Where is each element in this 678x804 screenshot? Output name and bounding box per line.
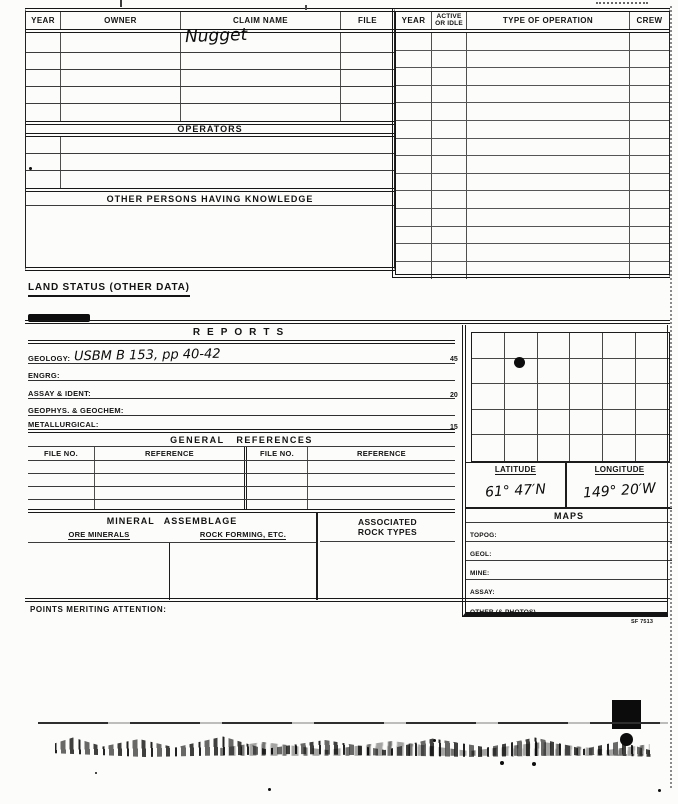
col-header-reference-1: REFERENCE: [95, 447, 247, 460]
activity-row: [396, 156, 669, 174]
col-header-claim-name: CLAIM NAME: [181, 12, 341, 29]
grid-cell: [472, 359, 505, 385]
active-idle-cell: [432, 51, 467, 68]
year-cell: [26, 104, 61, 121]
table-row: [26, 53, 394, 70]
grid-cell: [538, 333, 571, 359]
reference-cell: [95, 474, 247, 486]
reference-cell: [308, 461, 455, 473]
activity-row: [396, 174, 669, 192]
other-persons-section-header: [26, 188, 394, 206]
general-references-column-headers: [28, 447, 455, 461]
general-references-section: [28, 433, 455, 513]
operation-cell: [467, 86, 630, 103]
margin-number-45: 45: [450, 356, 458, 363]
reference-row: [28, 500, 455, 513]
grid-cell: [538, 410, 571, 436]
year-cell: [396, 68, 432, 85]
scan-speck: [500, 761, 504, 765]
reports-header: [28, 325, 455, 344]
active-idle-cell: [432, 191, 467, 208]
activity-row: [396, 244, 669, 262]
form-number: SF 7513: [631, 619, 654, 625]
reference-cell: [95, 500, 247, 509]
year-cell: [26, 33, 61, 52]
operation-cell: [467, 209, 630, 226]
active-line2: OR IDLE: [435, 19, 463, 27]
file-no-cell: [247, 461, 308, 473]
claim-name-cell: [181, 70, 341, 86]
active-idle-cell: [432, 244, 467, 261]
col-header-file-no-2: FILE NO.: [247, 447, 308, 460]
activity-row: [396, 191, 669, 209]
scan-tick-artifact: [305, 5, 307, 10]
crew-cell: [630, 86, 669, 103]
operator-row: [26, 171, 394, 188]
activity-row: [396, 262, 669, 280]
col-header-year: YEAR: [26, 12, 61, 29]
operation-cell: [467, 103, 630, 120]
rock-forming-cell: [170, 543, 316, 600]
reports-title: REPORTS: [192, 327, 291, 338]
reference-cell: [95, 487, 247, 499]
margin-number-15: 15: [450, 424, 458, 431]
associated-line1: ASSOCIATED: [357, 516, 418, 527]
operation-cell: [467, 121, 630, 138]
lower-form-top-rule: [25, 320, 670, 324]
crew-cell: [630, 51, 669, 68]
owner-cell: [61, 53, 181, 69]
mineral-assemblage-body: [28, 542, 316, 600]
general-references-title: GENERAL REFERENCES: [170, 434, 313, 445]
file-cell: [341, 53, 394, 69]
mineral-assemblage-subheaders: [28, 528, 316, 542]
associated-line2: ROCK TYPES: [357, 527, 418, 537]
active-idle-cell: [432, 227, 467, 244]
crew-cell: [630, 209, 669, 226]
grid-cell: [570, 333, 603, 359]
file-no-cell: [247, 474, 308, 486]
handwritten-latitude: 61° 47′N: [484, 481, 547, 501]
operator-row: [26, 137, 394, 154]
lat-lon-row: [466, 462, 672, 507]
activity-row: [396, 103, 669, 121]
activity-row: [396, 86, 669, 104]
active-idle-cell: [432, 33, 467, 50]
grid-cell: [636, 435, 669, 461]
crew-cell: [630, 139, 669, 156]
table-row: [26, 104, 394, 121]
active-idle-cell: [432, 121, 467, 138]
scan-speck: [433, 739, 436, 742]
file-no-cell: [28, 500, 95, 509]
year-cell: [396, 191, 432, 208]
grid-cell: [472, 435, 505, 461]
right-edge-scan-artifact: [670, 6, 672, 788]
grid-cell: [472, 333, 505, 359]
crew-cell: [630, 156, 669, 173]
mineral-assemblage-section: [28, 513, 455, 600]
year-cell: [396, 227, 432, 244]
operation-cell: [467, 244, 630, 261]
ownership-table: [25, 8, 395, 271]
owner-cell: [61, 87, 181, 103]
points-meriting-attention-label: POINTS MERITING ATTENTION:: [30, 605, 167, 614]
year-cell: [396, 262, 432, 280]
col-header-year: YEAR: [396, 12, 432, 29]
geol-label: GEOL:: [470, 551, 492, 558]
file-cell: [341, 70, 394, 86]
mine-label: MINE:: [470, 570, 490, 577]
engrg-label: ENGRG:: [28, 371, 60, 380]
other-persons-title: OTHER PERSONS HAVING KNOWLEDGE: [106, 193, 314, 204]
mineral-assemblage-box: [28, 513, 318, 600]
reference-row: [28, 461, 455, 474]
longitude-label: LONGITUDE: [594, 465, 645, 474]
report-row-engrg: [28, 364, 455, 381]
grid-cell: [505, 410, 538, 436]
grid-cell: [570, 359, 603, 385]
report-row-geology: [28, 344, 455, 364]
grid-cell: [472, 384, 505, 410]
active-idle-cell: [432, 103, 467, 120]
col-header-owner: OWNER: [61, 12, 181, 29]
grid-cell: [538, 359, 571, 385]
col-header-file: FILE: [358, 16, 377, 25]
maps-row-other: [466, 599, 672, 617]
grid-cell: [570, 384, 603, 410]
ore-minerals-cell: [28, 543, 170, 600]
activity-row: [396, 121, 669, 139]
crew-cell: [630, 68, 669, 85]
grid-cell: [472, 410, 505, 436]
crew-cell: [630, 227, 669, 244]
grid-cell: [603, 410, 636, 436]
report-row-assay: [28, 381, 455, 399]
handwritten-longitude: 149° 20′W: [582, 480, 657, 502]
margin-number-20: 20: [450, 392, 458, 399]
operation-cell: [467, 156, 630, 173]
operator-row: [26, 154, 394, 171]
crew-cell: [630, 121, 669, 138]
location-plot-grid: [471, 332, 670, 462]
grid-cell: [603, 333, 636, 359]
col-header-active-or-idle: [432, 12, 467, 29]
year-cell: [396, 121, 432, 138]
operation-cell: [467, 68, 630, 85]
activity-row: [396, 51, 669, 69]
grid-cell: [505, 384, 538, 410]
handwritten-claim-name: Nugget: [184, 24, 248, 48]
grid-cell: [636, 410, 669, 436]
year-cell: [396, 174, 432, 191]
grid-cell: [603, 435, 636, 461]
operation-cell: [467, 51, 630, 68]
year-cell: [396, 139, 432, 156]
year-cell: [26, 137, 61, 153]
active-idle-cell: [432, 262, 467, 280]
reference-cell: [308, 474, 455, 486]
year-cell: [396, 244, 432, 261]
year-cell: [26, 87, 61, 103]
scan-tick-artifact: [120, 0, 122, 7]
file-no-cell: [28, 461, 95, 473]
maps-row-topog: [466, 523, 672, 542]
activity-row: [396, 139, 669, 157]
reference-row: [28, 487, 455, 500]
year-cell: [396, 209, 432, 226]
top-edge-scan-speck: [596, 2, 648, 4]
crew-cell: [630, 191, 669, 208]
activity-row: [396, 227, 669, 245]
crew-cell: [630, 262, 669, 280]
activity-row: [396, 33, 669, 51]
file-cell: [341, 104, 394, 121]
maps-row-assay: [466, 580, 672, 599]
claim-name-cell: [181, 87, 341, 103]
report-row-geophys: [28, 399, 455, 416]
metallurgical-label: METALLURGICAL:: [28, 420, 99, 429]
col-header-reference-2: REFERENCE: [357, 449, 406, 458]
operation-cell: [467, 227, 630, 244]
location-plot-dot: [514, 357, 525, 368]
table-row: [26, 87, 394, 104]
scan-blot: [620, 733, 633, 746]
claim-name-cell: [181, 53, 341, 69]
table-row: [26, 70, 394, 87]
year-cell: [26, 53, 61, 69]
owner-cell: [61, 33, 181, 52]
grid-cell: [636, 384, 669, 410]
owner-cell: [61, 70, 181, 86]
reports-section: [28, 325, 455, 433]
location-maps-panel: [462, 325, 668, 617]
active-idle-cell: [432, 156, 467, 173]
claim-name-cell: [181, 104, 341, 121]
year-cell: [26, 70, 61, 86]
operation-cell: [467, 174, 630, 191]
latitude-label: LATITUDE: [494, 465, 537, 474]
other-persons-blank-area: [26, 206, 394, 260]
operation-cell: [467, 139, 630, 156]
maps-rows: [466, 523, 672, 617]
report-row-metallurgical: [28, 416, 455, 433]
maps-title: MAPS: [553, 510, 584, 521]
crew-cell: [630, 33, 669, 50]
grid-cell: [636, 333, 669, 359]
grid-cell: [538, 435, 571, 461]
grid-cell: [570, 435, 603, 461]
operators-title: OPERATORS: [177, 124, 243, 134]
associated-rock-types-box: [320, 513, 455, 600]
scan-speck: [658, 789, 661, 792]
year-cell: [396, 51, 432, 68]
col-header-type-of-operation: TYPE OF OPERATION: [467, 12, 630, 29]
rock-forming-label: ROCK FORMING, ETC.: [199, 530, 287, 539]
bottom-thin-rule-artifact: [38, 722, 668, 724]
land-status-section: [28, 277, 190, 295]
handwritten-geology-reference: USBM B 153, pp 40-42: [74, 346, 221, 365]
crew-cell: [630, 174, 669, 191]
scan-speck: [268, 788, 271, 791]
active-idle-cell: [432, 174, 467, 191]
maps-header: [466, 507, 672, 523]
scan-speck: [532, 762, 536, 766]
operators-section-header: [26, 121, 394, 137]
crew-cell: [630, 103, 669, 120]
reference-cell: [95, 461, 247, 473]
file-no-cell: [247, 500, 308, 509]
grid-cell: [603, 359, 636, 385]
activity-row: [396, 209, 669, 227]
scan-speck: [95, 772, 97, 774]
grid-cell: [505, 435, 538, 461]
ore-minerals-header: [28, 528, 170, 542]
year-cell: [396, 86, 432, 103]
reference-row: [28, 474, 455, 487]
file-no-cell: [28, 474, 95, 486]
activity-header-row: [396, 12, 669, 33]
grid-cell: [570, 410, 603, 436]
col-header-crew: CREW: [636, 16, 663, 25]
reference-cell: [308, 500, 455, 509]
active-line1: ACTIVE: [436, 13, 462, 20]
mineral-assemblage-title: MINERAL ASSEMBLAGE: [106, 515, 238, 526]
year-cell: [396, 33, 432, 50]
land-status-label: LAND STATUS (OTHER DATA): [28, 282, 190, 297]
ore-minerals-label: ORE MINERALS: [68, 530, 130, 539]
longitude-box: [567, 463, 672, 507]
operation-cell: [467, 191, 630, 208]
other-photos-label: OTHER (& PHOTOS): [470, 609, 536, 616]
operator-cell: [61, 154, 394, 170]
latitude-box: [466, 463, 567, 507]
general-references-header: [28, 433, 455, 447]
assay-ident-label: ASSAY & IDENT:: [28, 389, 91, 398]
maps-row-geol: [466, 542, 672, 561]
col-header-file-no-1: FILE NO.: [28, 447, 95, 460]
rock-forming-header: [170, 528, 316, 542]
geology-label: GEOLOGY:: [28, 354, 71, 363]
grid-cell: [603, 384, 636, 410]
operator-cell: [61, 137, 394, 153]
file-cell: [341, 87, 394, 103]
owner-cell: [61, 104, 181, 121]
crew-cell: [630, 244, 669, 261]
operation-cell: [467, 262, 630, 280]
black-square-artifact: [612, 700, 641, 729]
scan-speck: [29, 167, 32, 170]
operation-cell: [467, 33, 630, 50]
file-no-cell: [28, 487, 95, 499]
associated-rock-types-header: [320, 513, 455, 542]
grid-cell: [636, 359, 669, 385]
active-idle-cell: [432, 86, 467, 103]
operator-cell: [61, 171, 394, 188]
active-idle-cell: [432, 139, 467, 156]
reference-cell: [308, 487, 455, 499]
active-idle-cell: [432, 68, 467, 85]
assay-label: ASSAY:: [470, 589, 495, 596]
activity-table: [392, 8, 670, 278]
grid-cell: [538, 384, 571, 410]
associated-rock-types-cell: [320, 542, 455, 600]
year-cell: [396, 103, 432, 120]
mineral-assemblage-header: [28, 513, 316, 528]
active-idle-cell: [432, 209, 467, 226]
year-cell: [396, 156, 432, 173]
activity-row: [396, 68, 669, 86]
file-cell: [341, 33, 394, 52]
maps-row-mine: [466, 561, 672, 580]
topog-label: TOPOG:: [470, 532, 497, 539]
grid-cell: [505, 333, 538, 359]
file-no-cell: [247, 487, 308, 499]
geophys-geochem-label: GEOPHYS. & GEOCHEM:: [28, 406, 124, 415]
year-cell: [26, 171, 61, 188]
